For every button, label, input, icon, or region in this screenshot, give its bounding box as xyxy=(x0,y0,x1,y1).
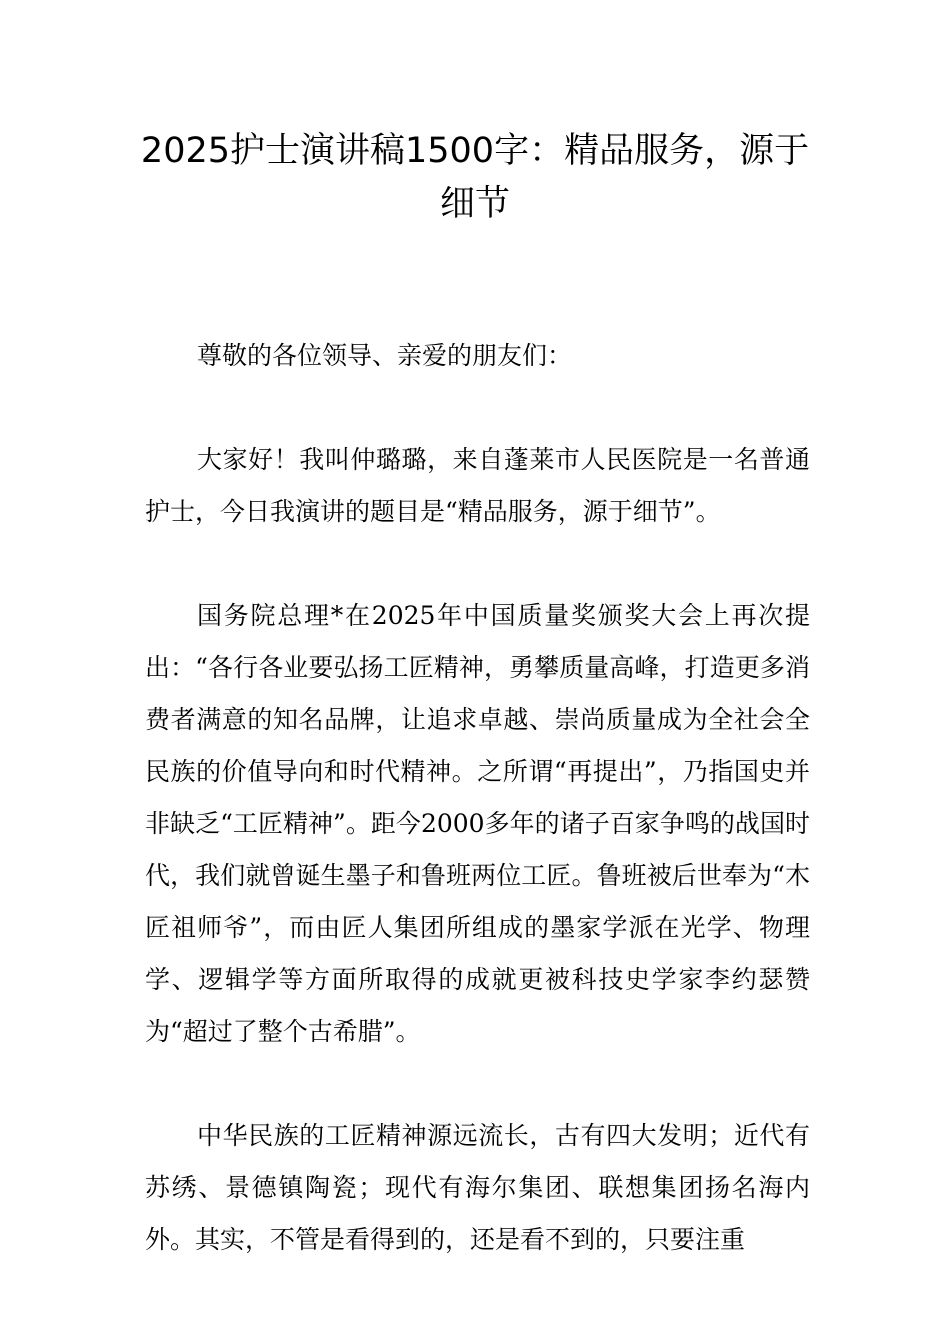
document-title: 2025护士演讲稿1500字：精品服务，源于细节 xyxy=(140,131,810,224)
paragraph-craftsman-spirit: 国务院总理*在2025年中国质量奖颁奖大会上再次提出：“各行各业要弘扬工匠精神，勇攀质量高峰，打造更多消费者满意的知名品牌，让追求卓越、崇尚质量成为全社会全民族的价值导向和时代精神。之所谓“再提出”，乃指国史并非缺乏“工匠精神”。距今2000多年的诸子百家争鸣的战国时代，我们就曾诞生墨子和鲁班两位工匠。鲁班被后世奉为“木匠祖师爷”，而由匠人集团所组成的墨家学派在光学、物理学、逻辑学等方面所取得的成就更被科技史学家李约瑟赞为“超过了整个古希腊”。 xyxy=(145,601,810,1046)
paragraph-chinese-heritage: 中华民族的工匠精神源远流长，古有四大发明；近代有苏绣、景德镇陶瓷；现代有海尔集团、联想集团扬名海内外。其实，不管是看得到的，还是看不到的，只要注重 xyxy=(145,1121,810,1254)
paragraph-introduction: 大家好！我叫仲璐璐，来自蓬莱市人民医院是一名普通护士，今日我演讲的题目是“精品服务，源于细节”。 xyxy=(145,445,810,526)
document-body xyxy=(145,330,810,1318)
paragraph-salutation: 尊敬的各位领导、亲爱的朋友们： xyxy=(197,341,573,370)
